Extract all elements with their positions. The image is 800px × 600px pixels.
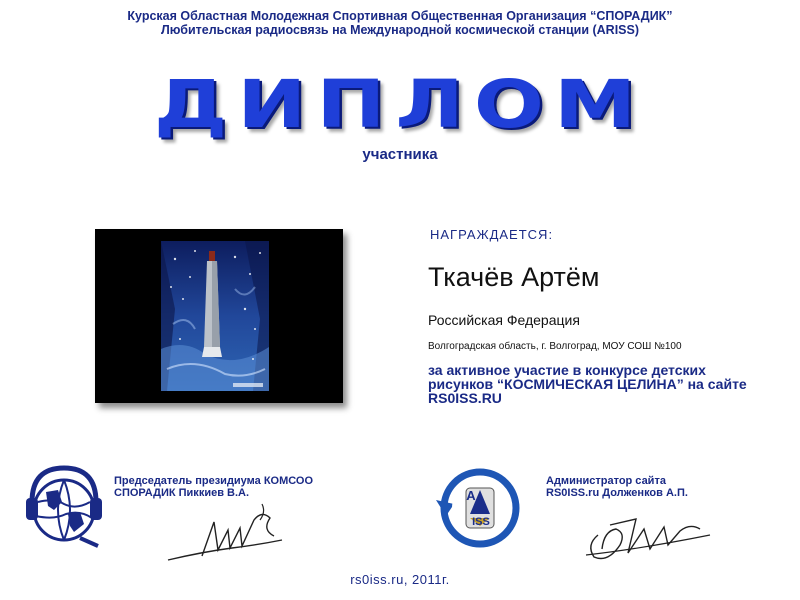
left-signatory-title: Председатель президиума КОМСОО xyxy=(114,475,314,487)
footer-text: rs0iss.ru, 2011г. xyxy=(350,572,450,587)
ariss-logo-letter: A xyxy=(466,488,476,503)
header-organization: Курская Областная Молодежная Спортивная Общественная Организация “СПОРАДИК” xyxy=(127,9,673,23)
right-signatory-site: RS0ISS.ru xyxy=(546,487,600,499)
diploma-kind: участника xyxy=(362,146,438,163)
awarded-label: НАГРАЖДАЕТСЯ: xyxy=(430,227,554,242)
left-signatory-name: СПОРАДИК Пиккиев В.А. xyxy=(114,487,250,499)
right-signatory-title: Администратор сайта xyxy=(546,475,666,487)
ariss-logo-iss: ISS xyxy=(472,516,490,528)
recipient-region: Волгоградская область, г. Волгоград, МОУ СОШ №100 xyxy=(428,341,682,352)
recipient-name: Ткачёв Артём xyxy=(428,262,600,292)
right-signatory-line xyxy=(546,487,688,499)
diploma-title: ДИПЛОМ xyxy=(153,66,647,143)
award-reason: за активное участие в конкурсе детских рисунков “КОСМИЧЕСКАЯ ЦЕЛИНА” на сайте RS0ISS.RU xyxy=(428,362,747,406)
left-signature-icon xyxy=(162,500,302,570)
right-signatory-name: Долженков А.П. xyxy=(599,487,688,499)
header-subtitle: Любительская радиосвязь на Международной космической станции (ARISS) xyxy=(160,23,640,37)
earth-headphones-logo xyxy=(24,462,104,552)
artwork-photo xyxy=(95,229,343,403)
recipient-country: Российская Федерация xyxy=(428,312,580,328)
right-signature-icon xyxy=(580,505,720,567)
artwork-drawing xyxy=(95,229,343,403)
ariss-logo xyxy=(432,466,522,550)
